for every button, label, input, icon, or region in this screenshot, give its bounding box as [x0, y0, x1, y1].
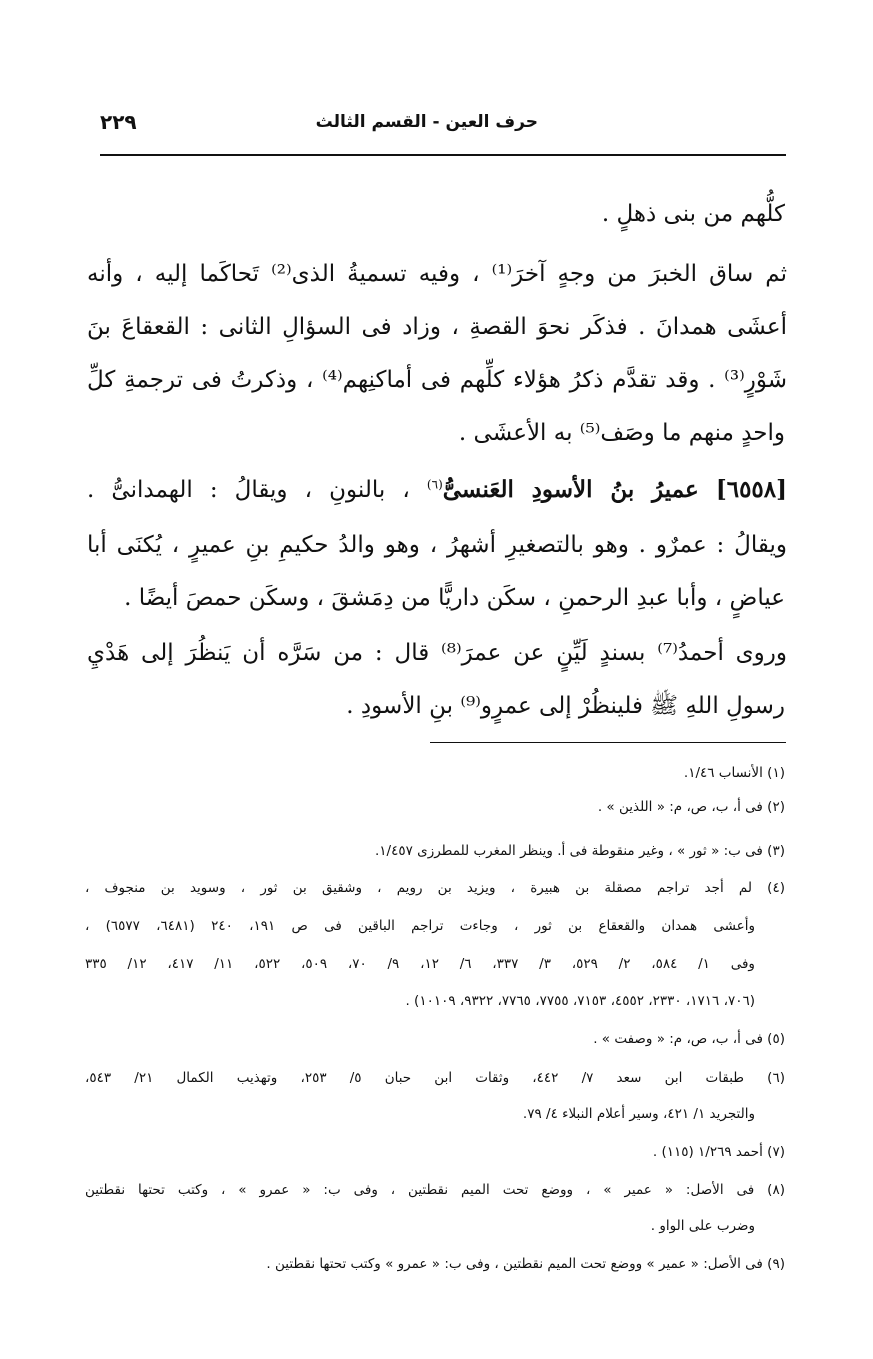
- footnote-continuation: (٧٠٦، ١٧١٦، ٢٣٣٠، ٤٥٥٢، ٧١٥٣، ٧٧٥٥، ٧٧٦٥، ٩٣٢٢، ١٠١٠٩) .: [405, 993, 755, 1009]
- footnote: (٨) فى الأصل: « عمير » ، ووضع تحت الميم نقطتين ، وفى ب: « عمرو » ، وكتب تحتها نقطتين: [85, 1182, 785, 1198]
- body-line: ثم ساق الخبرَ من وجهٍ آخرَ⁽¹⁾ ، وفيه تسميةُ الذى⁽²⁾ تَحاكَما إليه ، وأنه: [87, 261, 787, 287]
- footnote-continuation: وأعشى همدان والقعقاع بن ثور ، وجاءت تراجم الباقين فى ص ١٩١، ٢٤٠ (٦٤٨١، ٦٥٧٧) ،: [85, 918, 755, 934]
- footnote: (٦) طبقات ابن سعد ٧/ ٤٤٢، وثقات ابن حبان ٥/ ٢٥٣، وتهذيب الكمال ٢١/ ٥٤٣،: [85, 1070, 785, 1086]
- footnote-divider: [430, 742, 786, 743]
- running-header: [100, 108, 786, 156]
- body-line: شَوْرٍ⁽³⁾ . وقد تقدَّم ذكرُ هؤلاء كلِّهم فى أماكنِهم⁽⁴⁾ ، وذكرتُ فى ترجمةِ كلِّ: [87, 367, 787, 393]
- body-line: كلُّهم من بنى ذهلٍ .: [601, 201, 785, 227]
- body-line: أعشَى همدانَ . فذكَر نحوَ القصةِ ، وزاد فى السؤالِ الثانى : القعقاعَ بنَ: [87, 314, 787, 340]
- body-line: رسولِ اللهِ ﷺ فلينظُرْ إلى عمرٍو⁽⁹⁾ بنِ الأسودِ .: [346, 693, 785, 719]
- footnote: (٢) فى أ، ب، ص، م: « اللذين » .: [597, 799, 785, 815]
- footnote-continuation: وضرب على الواو .: [650, 1218, 755, 1234]
- body-line: وروى أحمدُ⁽⁷⁾ بسندٍ لَيِّنٍ عن عمرَ⁽⁸⁾ قال : من سَرَّه أن يَنظُرَ إلى هَدْيِ: [87, 640, 788, 666]
- entry-heading-line: [87, 474, 787, 506]
- footnote: (٣) فى ب: « ثور » ، وغير منقوطة فى أ. وينظر المغرب للمطرزى ١/٤٥٧.: [375, 843, 785, 859]
- footnote-continuation: والتجريد ١/ ٤٢١، وسير أعلام النبلاء ٤/ ٧٩.: [522, 1106, 755, 1122]
- header-title: حرف العين - القسم الثالث: [315, 112, 538, 132]
- body-line: ويقالُ : عمرٌو . وهو بالتصغيرِ أشهرُ ، وهو والدُ حكيمِ بنِ عميرٍ ، يُكنَى أبا: [87, 532, 787, 558]
- body-line: واحدٍ منهم ما وصَف⁽⁵⁾ به الأعشَى .: [458, 420, 785, 446]
- page-number: ٢٢٩: [100, 110, 137, 134]
- entry-name: عميرُ بنُ الأسودِ العَنسىُّ: [442, 476, 699, 503]
- footnote-continuation: وفى ١/ ٥٨٤، ٢/ ٥٢٩، ٣/ ٣٣٧، ٦/ ١٢، ٩/ ٧٠، ٥٠٩، ٥٢٢، ١١/ ٤١٧، ١٢/ ٣٣٥: [85, 956, 755, 972]
- footnote-ref: (٦): [426, 477, 443, 492]
- footnote: (٥) فى أ، ب، ص، م: « وصفت » .: [593, 1031, 785, 1047]
- footnote: (١) الأنساب ١/٤٦.: [683, 765, 785, 781]
- footnote: (٧) أحمد ١/٢٦٩ (١١٥) .: [652, 1144, 785, 1160]
- entry-rest: ، بالنونِ ، ويقالُ : الهمدانىُّ .: [87, 477, 410, 503]
- body-line: عياضٍ ، وأبا عبدِ الرحمنِ ، سكَن داريًّا من دِمَشقَ ، وسكَن حمصَ أيضًا .: [124, 585, 785, 611]
- footnote: (٤) لم أجد تراجم مصقلة بن هبيرة ، ويزيد بن رويم ، وشقيق بن ثور ، وسويد بن منجوف ،: [85, 880, 785, 896]
- entry-number: [٦٥٥٨]: [715, 476, 788, 503]
- footnote: (٩) فى الأصل: « عمير » ووضع تحت الميم نقطتين ، وفى ب: « عمرو » وكتب تحتها نقطتين .: [266, 1256, 785, 1272]
